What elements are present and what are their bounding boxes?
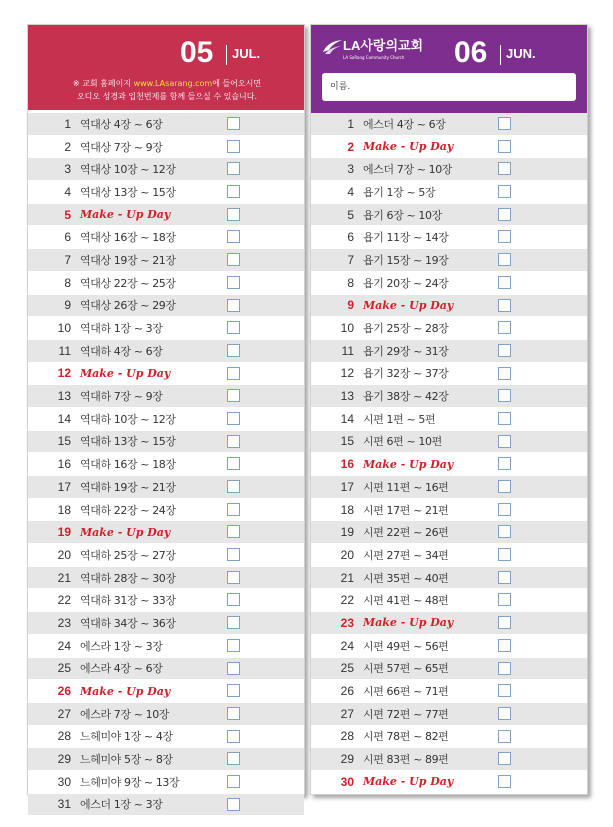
day-number: 10 — [340, 321, 354, 336]
month-number: 06 — [454, 36, 488, 69]
day-number: 26 — [340, 684, 354, 699]
reading-passage: 느헤미야 9장 ~ 13장 — [80, 775, 180, 789]
completion-checkbox[interactable] — [227, 639, 240, 652]
reading-passage: 욥기 25장 ~ 28장 — [363, 322, 449, 336]
reading-row — [28, 589, 304, 612]
completion-checkbox[interactable] — [498, 230, 511, 243]
completion-checkbox[interactable] — [498, 752, 511, 765]
logo-subtext: LA SaRang Community Church — [343, 55, 405, 60]
reading-row — [311, 748, 587, 771]
reading-passage: 에스라 1장 ~ 3장 — [80, 639, 163, 653]
notice-line2: 오디오 성경과 입천번제를 함께 들으실 수 있습니다. — [76, 92, 258, 101]
completion-checkbox[interactable] — [227, 525, 240, 538]
reading-passage: 역대하 1장 ~ 3장 — [80, 322, 163, 336]
completion-checkbox[interactable] — [227, 752, 240, 765]
reading-row — [28, 385, 304, 408]
day-number: 29 — [340, 752, 354, 767]
makeup-day-label: Make - Up Day — [363, 775, 454, 789]
reading-passage: 욥기 15장 ~ 19장 — [363, 253, 449, 267]
completion-checkbox[interactable] — [227, 162, 240, 175]
reading-passage: 욥기 38장 ~ 42장 — [363, 390, 449, 404]
reading-row — [311, 544, 587, 567]
reading-passage: 역대상 26장 ~ 29장 — [80, 299, 176, 313]
notice-line1-suffix: 에 들어오시면 — [212, 79, 262, 88]
day-number: 15 — [340, 434, 354, 449]
completion-checkbox[interactable] — [498, 185, 511, 198]
reading-passage: 에스라 7장 ~ 10장 — [80, 707, 170, 721]
reading-passage: 역대상 10장 ~ 12장 — [80, 163, 176, 177]
reading-row — [28, 226, 304, 249]
day-number: 5 — [347, 207, 354, 222]
reading-row — [311, 635, 587, 658]
day-number: 14 — [340, 411, 354, 426]
day-number: 11 — [341, 343, 354, 358]
day-number: 22 — [57, 593, 71, 608]
reading-row — [28, 272, 304, 295]
day-number: 23 — [57, 615, 71, 630]
completion-checkbox[interactable] — [227, 344, 240, 357]
makeup-day-label: Make - Up Day — [80, 684, 171, 698]
reading-passage: 시편 57편 ~ 65편 — [363, 662, 449, 676]
notice-url-link[interactable]: www.LAsarang.com — [133, 79, 213, 88]
makeup-day-row — [311, 612, 587, 635]
day-number: 1 — [347, 116, 354, 131]
day-number: 5 — [64, 207, 71, 222]
completion-checkbox[interactable] — [498, 208, 511, 221]
completion-checkbox[interactable] — [227, 730, 240, 743]
day-number: 13 — [340, 389, 354, 404]
month-divider — [226, 45, 227, 65]
reading-row — [28, 748, 304, 771]
reading-row — [311, 272, 587, 295]
day-number: 30 — [340, 774, 354, 789]
reading-passage: 시편 78편 ~ 82편 — [363, 730, 449, 744]
makeup-day-row — [311, 136, 587, 159]
reading-row — [28, 295, 304, 318]
reading-row — [311, 408, 587, 431]
homepage-notice — [38, 77, 296, 103]
completion-checkbox[interactable] — [227, 117, 240, 130]
completion-checkbox[interactable] — [227, 684, 240, 697]
completion-checkbox[interactable] — [498, 593, 511, 606]
day-number: 10 — [57, 321, 71, 336]
reading-passage: 시편 22편 ~ 26편 — [363, 526, 449, 540]
day-number: 13 — [57, 389, 71, 404]
reading-passage: 역대상 7장 ~ 9장 — [80, 140, 163, 154]
completion-checkbox[interactable] — [498, 344, 511, 357]
reading-passage: 느헤미야 5장 ~ 8장 — [80, 753, 173, 767]
reading-row — [28, 136, 304, 159]
day-number: 6 — [347, 230, 354, 245]
reading-row — [28, 567, 304, 590]
reading-passage: 역대상 19장 ~ 21장 — [80, 253, 176, 267]
reading-passage: 역대하 34장 ~ 36장 — [80, 616, 176, 630]
day-number: 24 — [340, 638, 354, 653]
day-number: 30 — [57, 774, 71, 789]
completion-checkbox[interactable] — [227, 367, 240, 380]
completion-checkbox[interactable] — [227, 389, 240, 402]
completion-checkbox[interactable] — [227, 412, 240, 425]
day-number: 8 — [64, 275, 71, 290]
completion-checkbox[interactable] — [227, 798, 240, 811]
flame-logo-icon — [321, 38, 343, 56]
month-name: JUL. — [232, 46, 261, 61]
day-number: 2 — [347, 139, 354, 154]
reading-row — [311, 317, 587, 340]
day-number: 6 — [64, 230, 71, 245]
day-number: 18 — [340, 502, 354, 517]
reading-passage: 시편 49편 ~ 56편 — [363, 639, 449, 653]
completion-checkbox[interactable] — [498, 730, 511, 743]
completion-checkbox[interactable] — [227, 548, 240, 561]
makeup-day-label: Make - Up Day — [363, 616, 454, 630]
makeup-day-row — [28, 363, 304, 386]
name-field[interactable] — [322, 73, 576, 101]
reading-passage: 에스더 7장 ~ 10장 — [363, 163, 453, 177]
makeup-day-label: Make - Up Day — [363, 140, 454, 154]
day-number: 27 — [340, 706, 354, 721]
reading-row — [28, 544, 304, 567]
reading-passage: 역대하 22장 ~ 24장 — [80, 503, 176, 517]
completion-checkbox[interactable] — [227, 571, 240, 584]
completion-checkbox[interactable] — [227, 593, 240, 606]
reading-passage: 욥기 32장 ~ 37장 — [363, 367, 449, 381]
completion-checkbox[interactable] — [227, 208, 240, 221]
reading-row — [28, 726, 304, 749]
reading-passage: 역대상 16장 ~ 18장 — [80, 231, 176, 245]
completion-checkbox[interactable] — [227, 321, 240, 334]
day-number: 11 — [58, 343, 71, 358]
completion-checkbox[interactable] — [498, 276, 511, 289]
reading-passage: 욥기 6장 ~ 10장 — [363, 208, 442, 222]
completion-checkbox[interactable] — [498, 140, 511, 153]
reading-row — [311, 340, 587, 363]
makeup-day-label: Make - Up Day — [80, 208, 171, 222]
completion-checkbox[interactable] — [498, 253, 511, 266]
day-number: 7 — [64, 252, 71, 267]
reading-row — [311, 680, 587, 703]
completion-checkbox[interactable] — [498, 616, 511, 629]
day-number: 21 — [340, 570, 354, 585]
day-number: 26 — [57, 684, 71, 699]
reading-row — [28, 499, 304, 522]
day-number: 29 — [57, 752, 71, 767]
day-number: 8 — [347, 275, 354, 290]
completion-checkbox[interactable] — [227, 616, 240, 629]
reading-row — [28, 612, 304, 635]
completion-checkbox[interactable] — [498, 548, 511, 561]
day-number: 18 — [57, 502, 71, 517]
reading-passage: 역대상 4장 ~ 6장 — [80, 117, 163, 131]
reading-passage: 욥기 20장 ~ 24장 — [363, 276, 449, 290]
day-number: 12 — [57, 366, 71, 381]
reading-passage: 시편 41편 ~ 48편 — [363, 594, 449, 608]
reading-row — [311, 703, 587, 726]
completion-checkbox[interactable] — [227, 503, 240, 516]
completion-checkbox[interactable] — [498, 435, 511, 448]
reading-row — [311, 249, 587, 272]
reading-passage: 시편 66편 ~ 71편 — [363, 685, 449, 699]
reading-row — [28, 771, 304, 794]
day-number: 16 — [57, 457, 71, 472]
day-number: 23 — [340, 615, 354, 630]
day-number: 2 — [64, 139, 71, 154]
completion-checkbox[interactable] — [227, 435, 240, 448]
reading-row — [311, 658, 587, 681]
day-number: 31 — [57, 797, 71, 812]
completion-checkbox[interactable] — [227, 253, 240, 266]
completion-checkbox[interactable] — [498, 571, 511, 584]
completion-checkbox[interactable] — [227, 140, 240, 153]
day-number: 20 — [57, 547, 71, 562]
reading-row — [311, 431, 587, 454]
reading-row — [28, 431, 304, 454]
reading-row — [28, 317, 304, 340]
completion-checkbox[interactable] — [498, 367, 511, 380]
reading-passage: 시편 27편 ~ 34편 — [363, 548, 449, 562]
reading-passage: 역대하 7장 ~ 9장 — [80, 390, 163, 404]
completion-checkbox[interactable] — [227, 480, 240, 493]
day-number: 9 — [347, 298, 354, 313]
reading-passage: 욥기 11장 ~ 14장 — [363, 231, 449, 245]
reading-passage: 시편 17편 ~ 21편 — [363, 503, 449, 517]
may-reading-list — [28, 113, 304, 816]
makeup-day-row — [28, 521, 304, 544]
reading-row — [311, 499, 587, 522]
reading-passage: 에스더 1장 ~ 3장 — [80, 798, 163, 812]
day-number: 3 — [347, 162, 354, 177]
reading-passage: 시편 6편 ~ 10편 — [363, 435, 442, 449]
reading-passage: 시편 11편 ~ 16편 — [363, 480, 449, 494]
reading-row — [28, 408, 304, 431]
completion-checkbox[interactable] — [498, 117, 511, 130]
reading-passage: 욥기 1장 ~ 5장 — [363, 185, 436, 199]
reading-row — [28, 635, 304, 658]
reading-row — [28, 453, 304, 476]
completion-checkbox[interactable] — [227, 775, 240, 788]
makeup-day-label: Make - Up Day — [80, 525, 171, 539]
completion-checkbox[interactable] — [498, 412, 511, 425]
reading-passage: 욥기 29장 ~ 31장 — [363, 344, 449, 358]
reading-row — [28, 158, 304, 181]
completion-checkbox[interactable] — [227, 230, 240, 243]
reading-passage: 역대상 22장 ~ 25장 — [80, 276, 176, 290]
completion-checkbox[interactable] — [498, 639, 511, 652]
day-number: 17 — [340, 479, 354, 494]
day-number: 12 — [340, 366, 354, 381]
month-name: JUN. — [506, 46, 536, 61]
completion-checkbox[interactable] — [227, 299, 240, 312]
name-field-label: 이름. — [330, 82, 351, 92]
reading-row — [311, 589, 587, 612]
may-header — [28, 25, 304, 110]
completion-checkbox[interactable] — [227, 662, 240, 675]
reading-passage: 역대하 28장 ~ 30장 — [80, 571, 176, 585]
reading-row — [311, 363, 587, 386]
makeup-day-label: Make - Up Day — [363, 298, 454, 312]
reading-passage: 역대하 13장 ~ 15장 — [80, 435, 176, 449]
reading-row — [28, 249, 304, 272]
logo-text: LA사랑의교회 — [343, 38, 424, 53]
day-number: 4 — [64, 184, 71, 199]
reading-row — [311, 385, 587, 408]
reading-passage: 시편 83편 ~ 89편 — [363, 753, 449, 767]
month-number: 05 — [180, 36, 214, 69]
reading-row — [311, 726, 587, 749]
day-number: 15 — [57, 434, 71, 449]
june-reading-card — [310, 24, 588, 795]
day-number: 28 — [57, 729, 71, 744]
completion-checkbox[interactable] — [498, 662, 511, 675]
completion-checkbox[interactable] — [227, 707, 240, 720]
reading-passage: 에스더 4장 ~ 6장 — [363, 117, 446, 131]
reading-passage: 역대하 25장 ~ 27장 — [80, 548, 176, 562]
makeup-day-row — [311, 453, 587, 476]
reading-row — [311, 113, 587, 136]
day-number: 28 — [340, 729, 354, 744]
reading-row — [311, 158, 587, 181]
completion-checkbox[interactable] — [498, 162, 511, 175]
makeup-day-row — [28, 680, 304, 703]
reading-row — [311, 226, 587, 249]
makeup-day-label: Make - Up Day — [363, 457, 454, 471]
makeup-day-row — [311, 771, 587, 794]
completion-checkbox[interactable] — [498, 389, 511, 402]
completion-checkbox[interactable] — [498, 457, 511, 470]
day-number: 17 — [57, 479, 71, 494]
day-number: 19 — [57, 525, 71, 540]
reading-passage: 역대하 19장 ~ 21장 — [80, 480, 176, 494]
reading-passage: 역대하 10장 ~ 12장 — [80, 412, 176, 426]
reading-passage: 역대상 13장 ~ 15장 — [80, 185, 176, 199]
reading-row — [311, 521, 587, 544]
reading-row — [28, 181, 304, 204]
makeup-day-label: Make - Up Day — [80, 366, 171, 380]
day-number: 20 — [340, 547, 354, 562]
day-number: 25 — [57, 661, 71, 676]
day-number: 21 — [57, 570, 71, 585]
makeup-day-row — [28, 204, 304, 227]
reading-row — [311, 204, 587, 227]
reading-row — [28, 113, 304, 136]
reading-passage: 시편 72편 ~ 77편 — [363, 707, 449, 721]
day-number: 24 — [57, 638, 71, 653]
reading-row — [28, 703, 304, 726]
reading-row — [311, 181, 587, 204]
day-number: 22 — [340, 593, 354, 608]
completion-checkbox[interactable] — [498, 321, 511, 334]
completion-checkbox[interactable] — [498, 775, 511, 788]
day-number: 14 — [57, 411, 71, 426]
reading-passage: 시편 1편 ~ 5편 — [363, 412, 436, 426]
reading-row — [28, 658, 304, 681]
reading-passage: 느헤미야 1장 ~ 4장 — [80, 730, 173, 744]
reading-row — [311, 476, 587, 499]
completion-checkbox[interactable] — [498, 480, 511, 493]
makeup-day-row — [311, 295, 587, 318]
completion-checkbox[interactable] — [227, 276, 240, 289]
day-number: 9 — [64, 298, 71, 313]
may-reading-card — [27, 24, 305, 812]
day-number: 25 — [340, 661, 354, 676]
reading-passage: 에스라 4장 ~ 6장 — [80, 662, 163, 676]
reading-passage: 역대하 4장 ~ 6장 — [80, 344, 163, 358]
reading-row — [311, 567, 587, 590]
reading-row — [28, 340, 304, 363]
completion-checkbox[interactable] — [498, 684, 511, 697]
notice-prefix: ※ 교회 홈페이지 — [72, 79, 134, 88]
day-number: 3 — [64, 162, 71, 177]
day-number: 1 — [64, 116, 71, 131]
reading-passage: 역대하 16장 ~ 18장 — [80, 458, 176, 472]
completion-checkbox[interactable] — [498, 503, 511, 516]
reading-passage: 역대하 31장 ~ 33장 — [80, 594, 176, 608]
day-number: 16 — [340, 457, 354, 472]
day-number: 27 — [57, 706, 71, 721]
month-divider — [500, 45, 501, 65]
reading-row — [28, 794, 304, 817]
completion-checkbox[interactable] — [227, 185, 240, 198]
completion-checkbox[interactable] — [498, 299, 511, 312]
reading-row — [28, 476, 304, 499]
day-number: 4 — [347, 184, 354, 199]
completion-checkbox[interactable] — [498, 707, 511, 720]
day-number: 19 — [340, 525, 354, 540]
june-reading-list — [311, 113, 587, 794]
reading-passage: 시편 35편 ~ 40편 — [363, 571, 449, 585]
completion-checkbox[interactable] — [498, 525, 511, 538]
church-logo — [321, 38, 431, 64]
day-number: 7 — [347, 252, 354, 267]
completion-checkbox[interactable] — [227, 457, 240, 470]
